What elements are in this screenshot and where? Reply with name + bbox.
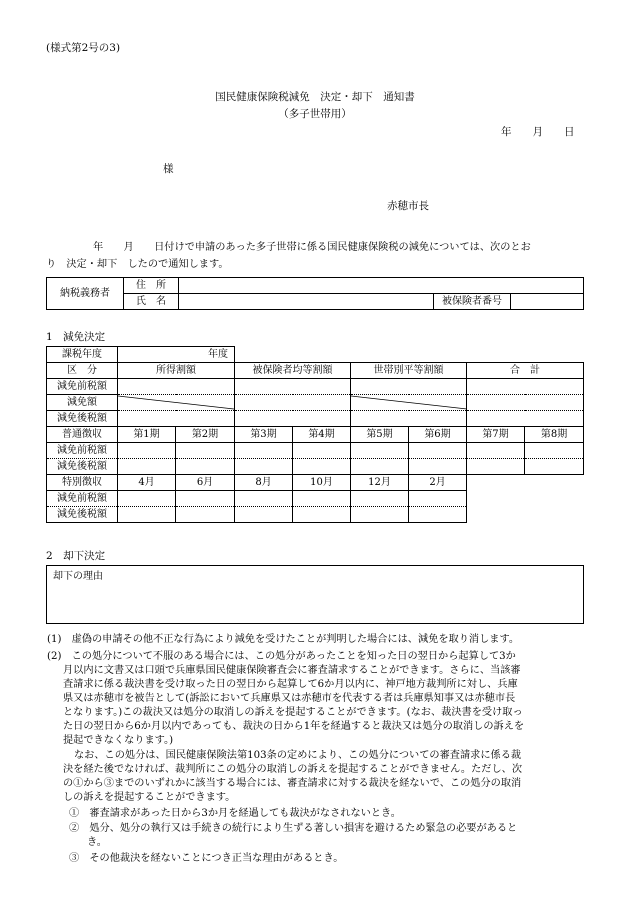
reduction-table [46,346,584,523]
ordinary-before-label: 減免前税額 [47,443,118,459]
note-2-line-2: 月以内に文書又は口頭で兵庫県国民健康保険審査会に審査請求することができます。さらに、当該審 [63,665,521,676]
document-title: 国民健康保険税減免 決定・却下 通知書 [215,91,415,103]
note-3-line-2: 決を経た後でなければ、裁判所にこの処分の取消しの訴えを提起することができません。ただし、次 [63,764,523,775]
period-3: 第3期 [235,427,293,443]
period-5: 第5期 [351,427,409,443]
period-1: 第1期 [118,427,176,443]
name-label: 氏 名 [124,294,179,310]
form-number: (様式第2号の3) [46,42,121,54]
insured-number-label: 被保険者番号 [434,294,511,310]
month-2: 2月 [409,475,467,491]
note-2-line-3: 査請求に係る裁決書を受け取った日の翌日から起算して6か月以内に、神戸地方裁判所に対し、兵庫 [63,679,518,690]
note-item-2-line-2: き。 [87,837,107,848]
section1-heading: 1 減免決定 [46,331,106,343]
period-8: 第8期 [525,427,584,443]
note-2-line-4: 県又は赤穂市を被告として(訴訟において兵庫県又は赤穂市を代表する者は兵庫県知事又は赤穂市長 [63,693,516,704]
household-reduction-cell [351,395,467,411]
year-label: 年度 [118,347,235,363]
diagonal-slash [351,395,467,410]
taxpayer-label: 納税義務者 [47,278,124,310]
month-4: 4月 [118,475,176,491]
note-3-line-4: しの訴えを提起することができます。 [63,792,236,803]
note-item-1: ① 審査請求があった日から3か月を経過しても裁決がなされないとき。 [69,808,401,819]
note-3-line-1: なお、この処分は、国民健康保険法第103条の定めにより、この処分についての審査請求に係る裁 [74,750,522,761]
tax-year-label: 課税年度 [47,347,118,363]
intro-line-1: 年 月 日付けで申請のあった多子世帯に係る国民健康保険税の減免については、次のとお [93,242,531,253]
note-1: (1) 虚偽の申請その他不正な行為により減免を受けたことが判明した場合には、減免を取り消します。 [47,634,520,645]
period-7: 第7期 [467,427,525,443]
column-household: 世帯別平等割額 [351,363,467,379]
name-value-cell [179,294,434,310]
month-12: 12月 [351,475,409,491]
issuer: 赤穂市長 [387,200,429,212]
income-reduction-cell [118,395,235,411]
special-before-label: 減免前税額 [47,491,118,507]
period-6: 第6期 [409,427,467,443]
column-income: 所得割額 [118,363,235,379]
address-value-cell [179,278,584,294]
issue-date: 年 月 日 [501,126,575,138]
rejection-reason-label: 却下の理由 [53,571,103,582]
note-item-2-line-1: ② 処分、処分の執行又は手続きの続行により生ずる著しい損害を避けるため緊急の必要があると [69,823,518,834]
category-label: 区 分 [47,363,118,379]
note-item-3: ③ その他裁決を経ないことにつき正当な理由があるとき。 [69,853,344,864]
period-2: 第2期 [176,427,235,443]
section2-heading: 2 却下決定 [46,550,106,562]
diagonal-slash [118,395,234,410]
note-3-line-3: の①から③までのいずれかに該当する場合には、審査請求に対する裁決を経ないで、この処分の取消 [63,778,522,789]
column-per-capita: 被保険者均等割額 [235,363,351,379]
column-total: 合 計 [467,363,584,379]
note-2-line-6: た日の翌日から6か月以内であっても、裁決の日から1年を経過すると裁決又は処分の取消しの訴えを [63,721,525,732]
row-reduction: 減免額 [47,395,118,411]
note-2-line-5: となります。)この裁決又は処分の取消しの訴えを提起することができます。(なお、裁決書を受け取っ [63,707,523,718]
taxpayer-table [46,277,584,310]
addressee-suffix: 様 [163,163,174,175]
insured-number-value-cell [511,294,584,310]
row-after-tax: 減免後税額 [47,411,118,427]
note-2-line-1: (2) この処分について不服のある場合には、この処分があったことを知った日の翌日から起算して3か [47,651,516,662]
period-4: 第4期 [293,427,351,443]
ordinary-after-label: 減免後税額 [47,459,118,475]
month-8: 8月 [235,475,293,491]
note-2-line-7: 提起できなくなります。) [63,735,174,746]
address-label: 住 所 [124,278,179,294]
month-10: 10月 [293,475,351,491]
special-after-label: 減免後税額 [47,507,118,523]
document-subtitle: （多子世帯用） [278,108,352,120]
intro-line-2: り 決定・却下 したので通知します。 [46,259,229,270]
rejection-reason-box [46,565,584,624]
row-before-tax: 減免前税額 [47,379,118,395]
special-collection-label: 特別徴収 [47,475,118,491]
ordinary-collection-label: 普通徴収 [47,427,118,443]
month-6: 6月 [176,475,235,491]
